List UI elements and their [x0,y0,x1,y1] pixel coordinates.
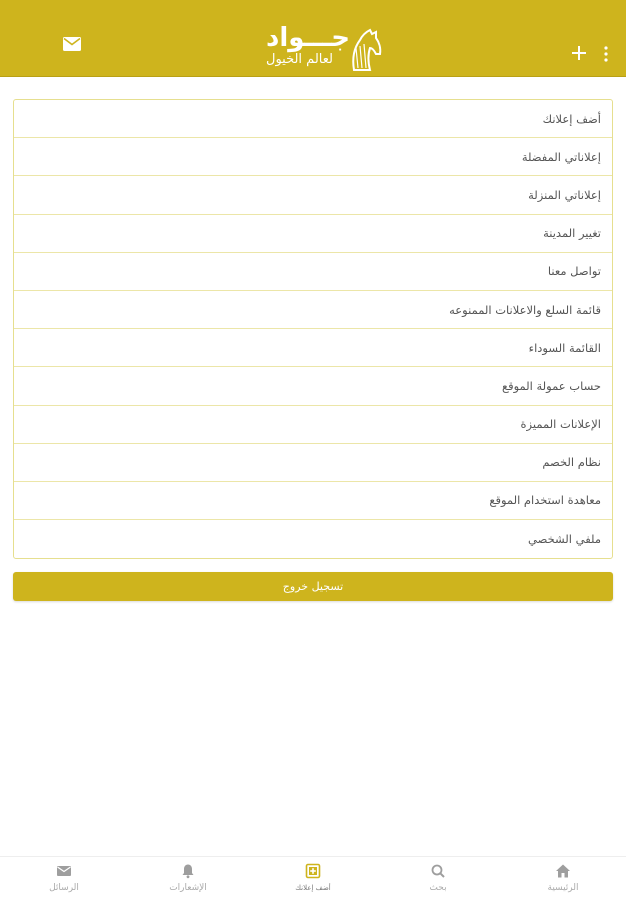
menu-item-label: إعلاناتي المنزلة [528,187,601,202]
menu-item-blacklist[interactable] [14,329,612,367]
mail-icon[interactable] [63,37,81,51]
menu-item-contact-us[interactable] [14,253,612,291]
bottom-nav [0,856,626,901]
menu-item-label: معاهدة استخدام الموقع [489,493,601,508]
menu-item-label: نظام الخصم [542,455,601,470]
menu-item-profile[interactable] [14,520,612,558]
logo-title: جـــواد [266,23,350,53]
home-icon [555,863,571,879]
nav-search[interactable] [388,857,488,901]
menu-item-my-ads[interactable] [14,176,612,214]
menu-item-label: حساب عمولة الموقع [501,378,601,393]
app-logo [262,22,382,74]
menu-item-label: أضف إعلانك [542,111,601,126]
plus-icon[interactable] [570,44,588,62]
menu-item-label: إعلاناتي المفضلة [521,149,601,164]
menu-item-label: قائمة السلع والاعلانات الممنوعه [449,302,601,317]
nav-label: الرئيسية [547,883,579,893]
bell-icon [180,863,196,879]
menu-list [13,99,613,559]
menu-item-commission[interactable] [14,367,612,405]
menu-item-prohibited-list[interactable] [14,291,612,329]
menu-item-label: ملفي الشخصي [528,532,601,547]
mail-icon [56,863,72,879]
menu-item-add-ad[interactable] [14,100,612,138]
nav-add-ad[interactable] [263,857,363,901]
nav-home[interactable] [513,857,613,901]
logo-subtitle: لعالم الخيول [266,52,333,67]
kebab-menu-icon[interactable] [600,44,612,64]
menu-item-favorite-ads[interactable] [14,138,612,176]
menu-item-label: الإعلانات المميزة [520,417,601,432]
menu-item-label: تغيير المدينة [543,226,601,241]
nav-label: أضف إعلانك [295,884,331,892]
nav-messages[interactable] [14,857,114,901]
menu-item-discount-system[interactable] [14,444,612,482]
menu-item-label: تواصل معنا [547,264,601,279]
nav-label: الرسائل [49,883,79,893]
nav-notifications[interactable] [138,857,238,901]
logout-label: تسجيل خروج [282,580,344,593]
menu-item-terms[interactable] [14,482,612,520]
add-box-icon [305,863,321,879]
menu-item-change-city[interactable] [14,215,612,253]
horse-head-icon [346,28,382,72]
nav-label: بحث [429,883,447,893]
app-header [0,0,626,77]
nav-label: الإشعارات [169,883,207,893]
logout-button[interactable] [13,572,613,601]
search-icon [430,863,446,879]
menu-item-label: القائمة السوداء [528,340,601,355]
menu-item-featured-ads[interactable] [14,406,612,444]
